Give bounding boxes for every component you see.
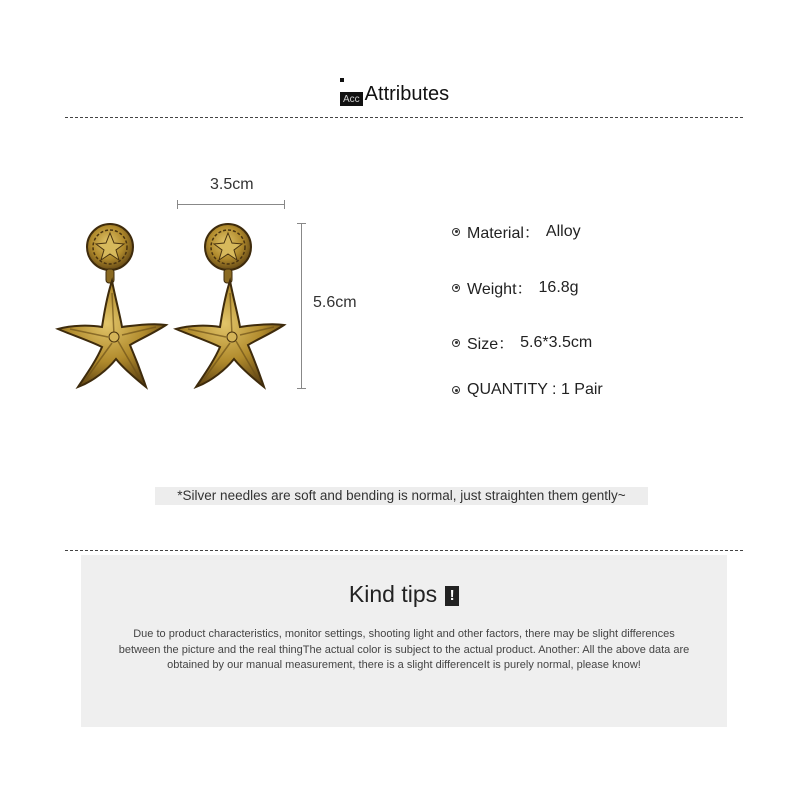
- care-note: *Silver needles are soft and bending is normal, just straighten them gently~: [155, 487, 648, 505]
- product-image: [50, 215, 300, 400]
- attribute-quantity: [452, 381, 603, 399]
- exclamation-icon: !: [445, 586, 459, 606]
- height-measure-line: [301, 223, 302, 389]
- kind-tips-title: Kind tips: [348, 581, 438, 607]
- attribute-material: [452, 220, 581, 243]
- attribute-value: 16.8g: [538, 278, 579, 296]
- section-header: [340, 78, 449, 106]
- section-title: Attributes: [364, 83, 450, 105]
- width-measure-line: [177, 204, 285, 205]
- kind-tips-body: Due to product characteristics, monitor settings, shooting light and other factors, there may be slight differences between the picture and the real thingThe actual color is subject to the actual product. Another: All the above data are obtained by our manual measurement, there is a slight differenceIt is purely normal, please know!: [118, 628, 690, 671]
- height-label: 5.6cm: [313, 294, 357, 311]
- bullet-icon: [452, 284, 460, 292]
- bullet-icon: [452, 228, 460, 236]
- attribute-label: Size：: [467, 336, 515, 353]
- divider-bottom: [65, 550, 743, 551]
- width-label: 3.5cm: [210, 176, 254, 193]
- attribute-value: Alloy: [545, 222, 581, 240]
- kind-tips-panel: [81, 555, 727, 727]
- attribute-value: 5.6*3.5cm: [520, 333, 593, 351]
- bullet-icon: [452, 339, 460, 347]
- kind-tips-heading: [81, 581, 727, 608]
- attribute-label: Material：: [467, 225, 540, 242]
- attribute-label: Weight：: [467, 281, 533, 298]
- header-dot-icon: [340, 78, 344, 82]
- attribute-size: [452, 331, 592, 354]
- divider-top: [65, 117, 743, 118]
- header-badge: Acc: [340, 92, 363, 106]
- bullet-icon: [452, 386, 460, 394]
- attribute-label: QUANTITY : 1 Pair: [467, 381, 603, 398]
- attribute-weight: [452, 276, 579, 299]
